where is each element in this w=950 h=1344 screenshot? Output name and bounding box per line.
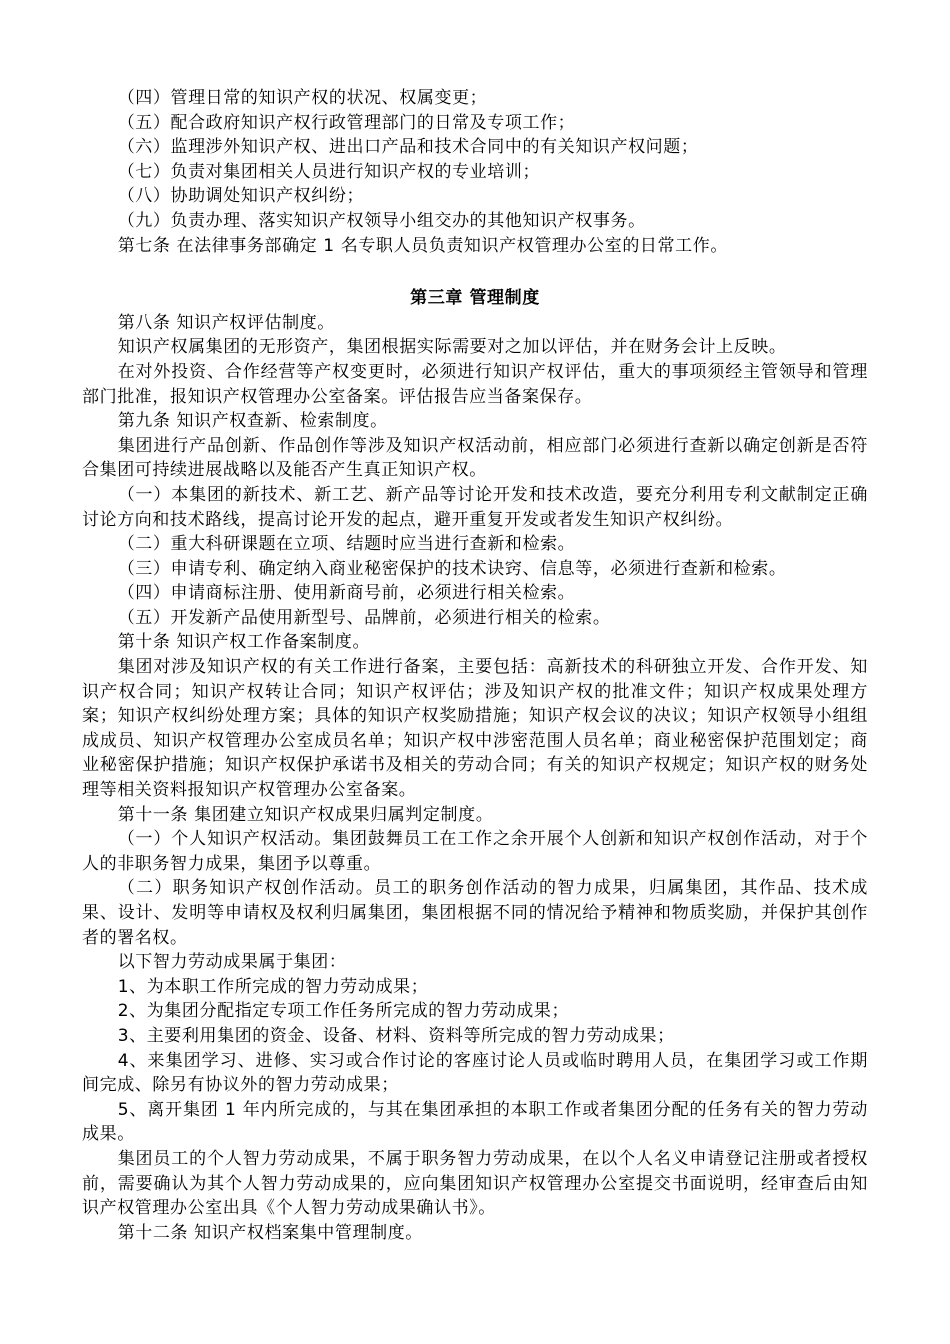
clause-item: （二）职务知识产权创作活动。员工的职务创作活动的智力成果，归属集团，其作品、技术成果、设计、发明等申请权及权利归属集团，集团根据不同的情况给予精神和物质奖励，并保护其创作者的署名权。 bbox=[82, 878, 868, 948]
clause-item: （四）申请商标注册、使用新商号前，必须进行相关检索。 bbox=[117, 583, 576, 604]
clause-item: （八）协助调处知识产权纠纷； bbox=[117, 186, 365, 207]
chapter-heading: 第三章 管理制度 bbox=[410, 288, 540, 309]
article-title: 第九条 知识产权查新、检索制度。 bbox=[117, 411, 388, 432]
body-paragraph: 集团进行产品创新、作品创作等涉及知识产权活动前，相应部门必须进行查新以确定创新是否符合集团可持续进展战略以及能否产生真正知识产权。 bbox=[82, 435, 868, 481]
list-item: 1、为本职工作所完成的智力劳动成果； bbox=[117, 976, 429, 997]
body-paragraph: 知识产权属集团的无形资产，集团根据实际需要对之加以评估，并在财务会计上反映。 bbox=[117, 337, 787, 358]
body-paragraph: 在对外投资、合作经营等产权变更时，必须进行知识产权评估，重大的事项须经主管领导和管理部门批准，报知识产权管理办公室备案。评估报告应当备案保存。 bbox=[82, 361, 868, 407]
body-paragraph: 以下智力劳动成果属于集团： bbox=[117, 952, 347, 973]
clause-item: （九）负责办理、落实知识产权领导小组交办的其他知识产权事务。 bbox=[117, 210, 646, 231]
clause-item: （三）申请专利、确定纳入商业秘密保护的技术诀窍、信息等，必须进行查新和检索。 bbox=[117, 558, 787, 579]
clause-item: （二）重大科研课题在立项、结题时应当进行查新和检索。 bbox=[117, 534, 576, 555]
clause-item: （五）配合政府知识产权行政管理部门的日常及专项工作； bbox=[117, 112, 576, 133]
clause-item: （一）本集团的新技术、新工艺、新产品等讨论开发和技术改造，要充分利用专利文献制定正确讨论方向和技术路线，提高讨论开发的起点，避开重复开发或者发生知识产权纠纷。 bbox=[82, 484, 868, 530]
list-item: 5、离开集团 1 年内所完成的，与其在集团承担的本职工作或者集团分配的任务有关的智力劳动成果。 bbox=[82, 1099, 868, 1145]
clause-item: （一）个人知识产权活动。集团鼓舞员工在工作之余开展个人创新和知识产权创作活动，对于个人的非职务智力成果，集团予以尊重。 bbox=[82, 829, 868, 874]
list-item: 2、为集团分配指定专项工作任务所完成的智力劳动成果； bbox=[117, 1001, 570, 1022]
section-spacer bbox=[82, 258, 868, 286]
clause-item: （四）管理日常的知识产权的状况、权属变更； bbox=[117, 88, 488, 108]
article-title: 第十一条 集团建立知识产权成果归属判定制度。 bbox=[117, 804, 494, 825]
article-paragraph: 第七条 在法律事务部确定 1 名专职人员负责知识产权管理办公室的日常工作。 bbox=[117, 235, 728, 256]
list-item: 4、来集团学习、进修、实习或合作讨论的客座讨论人员或临时聘用人员，在集团学习或工作期间完成、除另有协议外的智力劳动成果； bbox=[82, 1050, 868, 1096]
body-paragraph: 集团员工的个人智力劳动成果，不属于职务智力劳动成果，在以个人名义申请登记注册或者授权前，需要确认为其个人智力劳动成果的，应向集团知识产权管理办公室提交书面说明，经审查后由知识产权管理办公室出具《个人智力劳动成果确认书》。 bbox=[82, 1148, 868, 1219]
clause-item: （五）开发新产品使用新型号、品牌前，必须进行相关的检索。 bbox=[117, 607, 611, 628]
article-title: 第十条 知识产权工作备案制度。 bbox=[117, 632, 371, 653]
document-body bbox=[82, 86, 868, 1245]
list-item: 3、主要利用集团的资金、设备、材料、资料等所完成的智力劳动成果； bbox=[117, 1025, 675, 1046]
article-title: 第八条 知识产权评估制度。 bbox=[117, 312, 335, 333]
body-paragraph: 集团对涉及知识产权的有关工作进行备案，主要包括：高新技术的科研独立开发、合作开发、知识产权合同；知识产权转让合同；知识产权评估；涉及知识产权的批准文件；知识产权成果处理方案；知识产权纠纷处理方案；具体的知识产权奖励措施；知识产权会议的决议；知识产权领导小组组成成员、知识产权管理办公室成员名单；知识产权中涉密范围人员名单；商业秘密保护范围划定；商业秘密保护措施；知识产权保护承诺书及相关的劳动合同；有关的知识产权规定；知识产权的财务处理等相关资料报知识产权管理办公室备案。 bbox=[82, 657, 868, 801]
clause-item: （七）负责对集团相关人员进行知识产权的专业培训； bbox=[117, 161, 541, 182]
clause-item: （六）监理涉外知识产权、进出口产品和技术合同中的有关知识产权问题； bbox=[117, 137, 699, 158]
article-title: 第十二条 知识产权档案集中管理制度。 bbox=[117, 1222, 423, 1243]
